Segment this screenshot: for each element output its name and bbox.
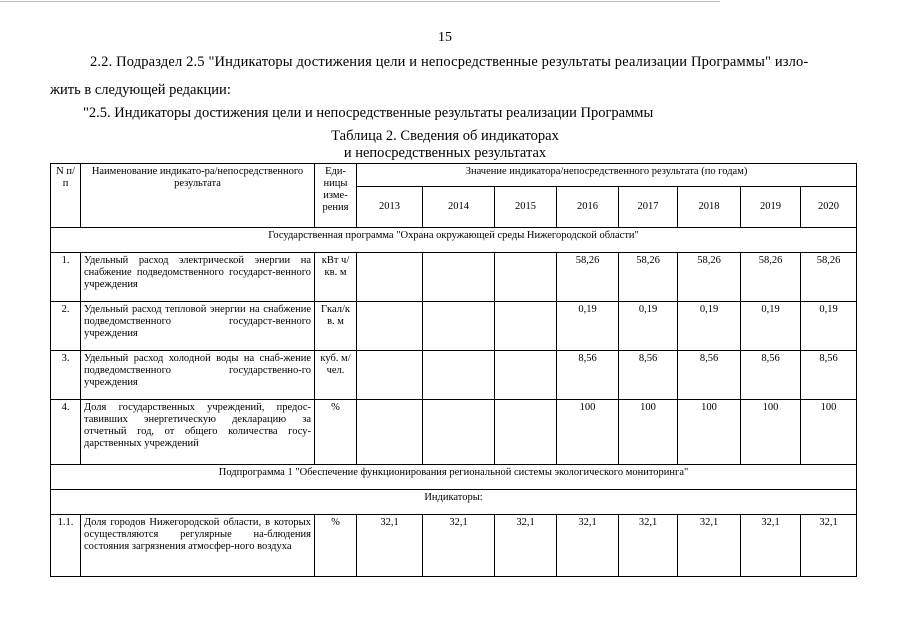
- row-value: 58,26: [619, 253, 678, 302]
- row-value: [357, 302, 423, 351]
- row-value: 32,1: [557, 515, 619, 577]
- row-value: [495, 400, 557, 465]
- top-rule: [0, 1, 720, 2]
- row-num: 4.: [51, 400, 81, 465]
- row-name: Доля государственных учреждений, предос-тавивших энергетическую декларацию за отчетный год, от общего количества госу-дарственных учреждений: [81, 400, 315, 465]
- row-value: 100: [557, 400, 619, 465]
- row-num: 3.: [51, 351, 81, 400]
- section-state-program-text: Государственная программа "Охрана окружающей среды Нижегородской области": [51, 228, 857, 253]
- row-unit: %: [315, 400, 357, 465]
- row-value: 32,1: [741, 515, 801, 577]
- section-heading: "2.5. Индикаторы достижения цели и непосредственные результаты реализации Программы: [83, 105, 654, 121]
- row-value: 0,19: [801, 302, 857, 351]
- row-value: [357, 351, 423, 400]
- row-value: 8,56: [801, 351, 857, 400]
- row-value: 0,19: [741, 302, 801, 351]
- header-year: 2017: [619, 187, 678, 228]
- row-value: 58,26: [741, 253, 801, 302]
- row-unit: куб. м/чел.: [315, 351, 357, 400]
- row-value: [423, 253, 495, 302]
- row-value: 0,19: [678, 302, 741, 351]
- row-value: 100: [619, 400, 678, 465]
- header-year: 2014: [423, 187, 495, 228]
- header-values-group: Значение индикатора/непосредственного результата (по годам): [357, 164, 857, 187]
- table-row: [51, 302, 857, 351]
- header-year: 2020: [801, 187, 857, 228]
- section-subprogram-1-text: Подпрограмма 1 "Обеспечение функционирования региональной системы экологического мониторинга": [51, 465, 857, 490]
- row-value: 0,19: [557, 302, 619, 351]
- row-value: 100: [741, 400, 801, 465]
- table-row: [51, 351, 857, 400]
- row-value: [423, 351, 495, 400]
- row-value: [495, 302, 557, 351]
- row-name: Удельный расход холодной воды на снаб-жение подведомственного государственно-го учреждения: [81, 351, 315, 400]
- header-year: 2015: [495, 187, 557, 228]
- row-value: [423, 302, 495, 351]
- table-row: [51, 253, 857, 302]
- row-value: [357, 253, 423, 302]
- row-value: 58,26: [678, 253, 741, 302]
- row-value: 0,19: [619, 302, 678, 351]
- header-unit: Еди-ницы изме-рения: [315, 164, 357, 228]
- table-caption-line2: и непосредственных результатах: [343, 145, 547, 161]
- row-value: 32,1: [678, 515, 741, 577]
- header-name: Наименование индикато-ра/непосредственного результата: [81, 164, 315, 228]
- row-value: [495, 351, 557, 400]
- intro-paragraph-line2: жить в следующей редакции:: [50, 82, 231, 98]
- row-value: [357, 400, 423, 465]
- row-unit: %: [315, 515, 357, 577]
- page-number: 15: [438, 30, 452, 45]
- row-name: Удельный расход тепловой энергии на снабжение подведомственного государст-венного учреждения: [81, 302, 315, 351]
- row-value: 8,56: [557, 351, 619, 400]
- row-value: 100: [801, 400, 857, 465]
- row-value: 100: [678, 400, 741, 465]
- row-value: 8,56: [619, 351, 678, 400]
- table-row: [51, 400, 857, 465]
- indicators-table: [50, 163, 857, 577]
- row-value: 32,1: [357, 515, 423, 577]
- row-value: 32,1: [495, 515, 557, 577]
- row-name: Доля городов Нижегородской области, в которых осуществляются регулярные на-блюдения состояния загрязнения атмосфер-ного воздуха: [81, 515, 315, 577]
- indicators-label-text: Индикаторы:: [51, 490, 857, 515]
- row-value: 32,1: [423, 515, 495, 577]
- header-year: 2013: [357, 187, 423, 228]
- row-value: 8,56: [678, 351, 741, 400]
- header-year: 2019: [741, 187, 801, 228]
- header-year: 2018: [678, 187, 741, 228]
- intro-paragraph-line1: 2.2. Подраздел 2.5 "Индикаторы достижения цели и непосредственные результаты реализации Программы" изло-: [90, 54, 809, 70]
- row-value: 32,1: [619, 515, 678, 577]
- row-unit: кВт ч/кв. м: [315, 253, 357, 302]
- row-num: 2.: [51, 302, 81, 351]
- row-unit: Гкал/к в. м: [315, 302, 357, 351]
- row-value: [423, 400, 495, 465]
- row-value: 58,26: [557, 253, 619, 302]
- header-num: N п/п: [51, 164, 81, 228]
- row-value: 8,56: [741, 351, 801, 400]
- row-num: 1.1.: [51, 515, 81, 577]
- row-name: Удельный расход электрической энергии на снабжение подведомственного государст-венного учреждения: [81, 253, 315, 302]
- section-subprogram-1: [51, 465, 857, 490]
- row-value: 32,1: [801, 515, 857, 577]
- row-num: 1.: [51, 253, 81, 302]
- header-year: 2016: [557, 187, 619, 228]
- table-caption-line1: Таблица 2. Сведения об индикаторах: [331, 128, 559, 144]
- section-state-program: [51, 228, 857, 253]
- row-value: 58,26: [801, 253, 857, 302]
- row-value: [495, 253, 557, 302]
- indicators-label: [51, 490, 857, 515]
- table-row: [51, 515, 857, 577]
